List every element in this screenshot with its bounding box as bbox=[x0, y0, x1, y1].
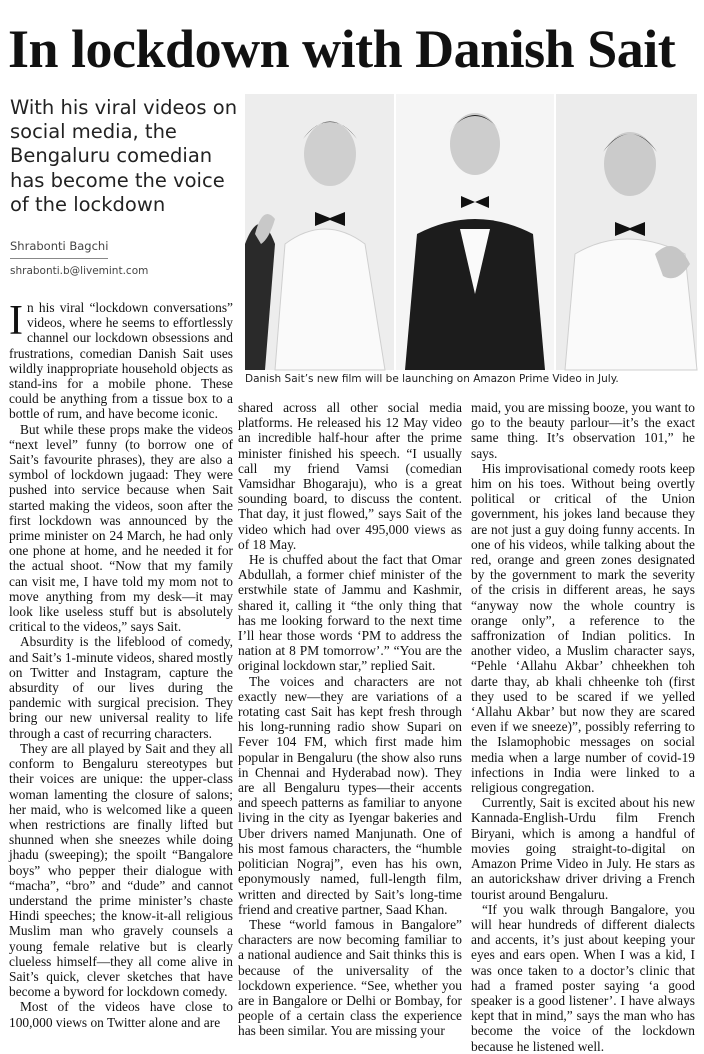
body-column-3 bbox=[471, 400, 695, 1054]
body-column-2 bbox=[238, 400, 462, 1039]
paragraph: “If you walk through Bangalore, you will hear hundreds of different dialects and accents, it’s just about keeping your eyes and ears open. When I was a kid, I was once taken to a doctor’s clinic that had a framed poster saying ‘a good speaker is a good listener’. I have always kept that in mind,” says the man who has become the voice of the lockdown because he listened well. bbox=[471, 901, 695, 1054]
paragraph: His improvisational comedy roots keep him on his toes. Without being overtly political or critical of the Union government, his jokes land because they are not just a guy doing funny accents. In one of his videos, while talking about the red, orange and green zones designated by the government to mark the severity of the crisis in different areas, he says “anyway now the whole country is orange only”, a reference to the saffronization of Indian politics. In another video, a Muslim character says, “Pehle ‘Allahu Akbar’ chheekhen toh darte thay, ab khali chheenke toh (first they used to be scared if we yelled ‘Allahu Akbar’ but now they are scared even if we sneeze)”, possibly referring to the Islamophobic messages on social media when a large number of covid-19 infections in India were linked to a religious congregation. bbox=[471, 460, 695, 796]
article-photo bbox=[245, 94, 697, 370]
paragraph: Absurdity is the lifeblood of comedy, and Sait’s 1-minute videos, shared mostly on Twitter and Instagram, capture the absurdity of our lives during the pandemic with surgical precision. They bring our new universal reality to life through a cast of recurring characters. bbox=[9, 634, 233, 741]
author-name: Shrabonti Bagchi bbox=[10, 239, 108, 259]
body-column-1 bbox=[9, 298, 233, 1030]
portrait-right bbox=[555, 94, 697, 370]
paragraph: maid, you are missing booze, you want to go to the beauty parlour—it’s the exact same thing. It’s observation 101,” he says. bbox=[471, 400, 695, 461]
paragraph: He is chuffed about the fact that Omar Abdullah, a former chief minister of the erstwhile state of Jammu and Kashmir, shared it, calling it “the only thing that has me looking forward to the next time I’ll hear those words ‘PM to address the nation at 8 PM tomorrow’.” “You are the original lockdown star,” replied Sait. bbox=[238, 552, 462, 674]
paragraph: Currently, Sait is excited about his new Kannada-English-Urdu film French Biryani, which is among a handful of movies going straight-to-digital on Amazon Prime Video in July. He stars as an autorickshaw driver driving a French tourist around Bengaluru. bbox=[471, 795, 695, 902]
standfirst: With his viral videos on social media, the Bengaluru comedian has become the voice of the lockdown bbox=[10, 96, 238, 216]
headline: In lockdown with Danish Sait bbox=[8, 19, 676, 79]
paragraph: But while these props make the videos “next level” funny (to borrow one of Sait’s favourite phrases), they are also a symbol of lockdown jugaad: They were pushed into service because when Sait started making the videos, soon after the first lockdown was announced by the prime minister on 24 March, he had only one phone at home, and he needed it for the actual shoot. “Now that my family can visit me, I have told my mom not to move anything from my desk—it may look like useless stuff but is absolutely critical to the videos,” says Sait. bbox=[9, 421, 233, 635]
paragraph: Most of the videos have close to 100,000 views on Twitter alone and are bbox=[9, 999, 233, 1030]
paragraph-text: n his viral “lockdown conversations” videos, where he seems to effortlessly channel our lockdown obsessions and frustrations, comedian Danish Sait uses wildly inappropriate household objects as stand-ins for a mobile phone. These could be anything from a tissue box to a bottle of rum, and have become iconic. bbox=[9, 300, 233, 422]
photo-caption: Danish Sait’s new film will be launching on Amazon Prime Video in July. bbox=[245, 373, 619, 385]
paragraph bbox=[9, 300, 233, 422]
paragraph: The voices and characters are not exactly new—they are variations of a rotating cast Sait has kept fresh through his long-running radio show Supari on Fever 104 FM, which first made him popular in Bengaluru (the show also runs in Chennai and Hyderabad now). They are all Bengaluru types—their accents and speech patterns as familiar to anyone living in the city as Iyengar bakeries and Uber drivers named Manjunath. One of his most famous characters, the “humble politician Nograj”, even has his own, eponymously named, full-length film, written and directed by Sait’s long-time friend and creative partner, Saad Khan. bbox=[238, 673, 462, 917]
portrait-left bbox=[245, 94, 395, 370]
photo-collage bbox=[245, 94, 697, 370]
byline-block bbox=[10, 235, 235, 277]
drop-cap: I bbox=[9, 298, 23, 344]
paragraph: These “world famous in Bangalore” characters are now becoming familiar to a national audience and Sait thinks this is because of the universality of the lockdown experience. “See, whether you are in Bangalore or Delhi or Bombay, for people of a certain class the experience has been similar. You are missing your bbox=[238, 916, 462, 1039]
portrait-center bbox=[395, 94, 555, 370]
paragraph: They are all played by Sait and they all conform to Bengaluru stereotypes but their voices are unique: the upper-class woman lamenting the closure of salons; her maid, who is welcomed like a queen when restrictions are finally lifted but shunned when she sneezes while doing jhadu (sweeping); the spoilt “Bangalore boys” who pepper their dialogue with “macha”, “bro” and “dude” and cannot understand the prime minister’s chaste Hindi speeches; the know-it-all religious Muslim man who gravely counsels a young female relative but is clearly clueless himself—they all come alive in Sait’s quick, clever sketches that have become a byword for lockdown comedy. bbox=[9, 740, 233, 1000]
author-email: shrabonti.b@livemint.com bbox=[10, 265, 149, 277]
paragraph: shared across all other social media platforms. He released his 12 May video an incredible half-hour after the prime minister finished his speech. “I usually call my friend Vamsi (comedian Vamsidhar Bhogaraju), who is a great sounding board, to discuss the content. That day, it just flowed,” says Sait of the video which had over 495,000 views as of 18 May. bbox=[238, 400, 462, 552]
